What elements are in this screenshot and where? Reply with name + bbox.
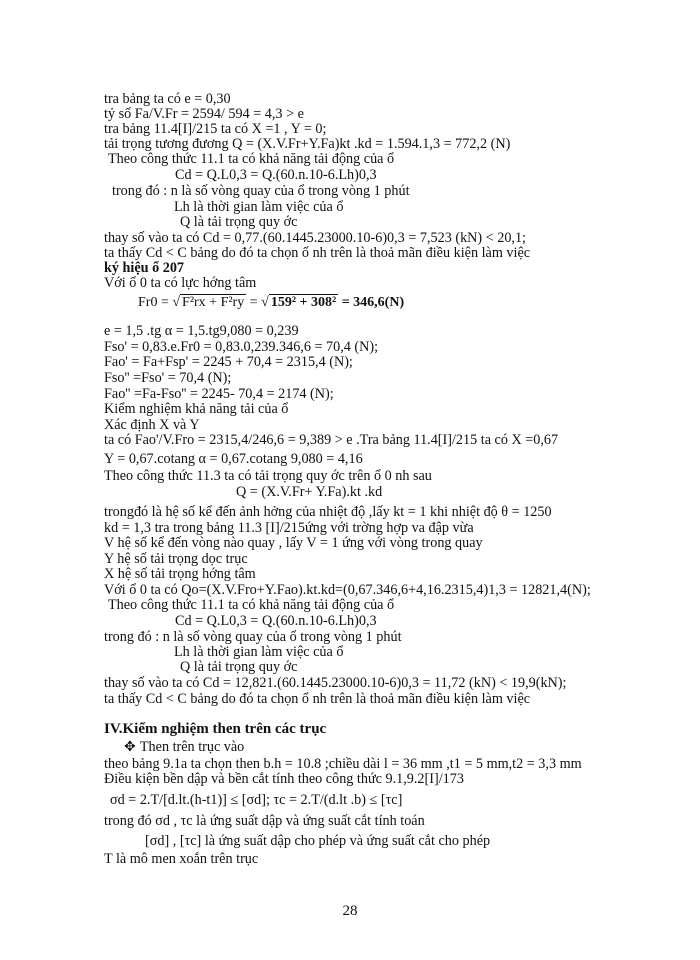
text-line: kd = 1,3 tra trong bảng 11.3 [I]/215ứng với trờng hợp va đập vừa <box>104 520 474 536</box>
text-line: Fao'' =Fa-Fso'' = 2245- 70,4 = 2174 (N); <box>104 386 334 402</box>
text-line: tra bảng ta có e = 0,30 <box>104 91 231 107</box>
text-line: [σd] , [τc] là ứng suất dập cho phép và ứng suất cắt cho phép <box>145 833 491 849</box>
text-line: ta có Fao'/V.Fro = 2315,4/246,6 = 9,389 > e .Tra bảng 11.4[I]/215 ta có X =0,67 <box>104 432 559 448</box>
text-line: Fso' = 0,83.e.Fr0 = 0,83.0,239.346,6 = 70,4 (N); <box>104 339 379 355</box>
text-line: Với ổ 0 ta có lực hớng tâm <box>104 275 257 291</box>
text-line: tỷ số Fa/V.Fr = 2594/ 594 = 4,3 > e <box>104 106 304 122</box>
bullet-icon: ✥ <box>124 739 136 755</box>
formula-result: = 346,6(N) <box>338 295 405 310</box>
formula-radicand-2: 159² + 308² <box>270 295 337 310</box>
page-number: 28 <box>342 903 358 919</box>
text-line: trong đó σd , τc là ứng suất dập và ứng suất cắt tính toán <box>104 813 425 829</box>
bullet-text: Then trên trục vào <box>139 739 245 755</box>
bullet-line <box>124 740 244 755</box>
text-line: Theo công thức 11.1 ta có khả năng tải động của ổ <box>108 597 395 613</box>
text-line: e = 1,5 .tg α = 1,5.tg9,080 = 0,239 <box>104 323 299 339</box>
text-line: Điều kiện bền dập và bền cắt tính theo công thức 9.1,9.2[I]/173 <box>104 771 464 787</box>
text-line: thay số vào ta có Cd = 0,77.(60.1445.23000.10-6)0,3 = 7,523 (kN) < 20,1; <box>104 230 526 246</box>
text-line: Y hệ số tải trọng dọc trục <box>104 551 248 567</box>
section-heading: IV.Kiểm nghiệm then trên các trục <box>104 721 327 737</box>
equation-line: Q = (X.V.Fr+ Y.Fa).kt .kd <box>236 484 383 500</box>
text-line: T là mô men xoắn trên trục <box>104 851 259 867</box>
text-line: Q là tải trọng quy ớc <box>180 659 298 675</box>
text-line: Kiểm nghiệm khả năng tải của ổ <box>104 401 289 417</box>
text-line: X hệ số tải trọng hớng tâm <box>104 566 256 582</box>
text-line: thay số vào ta có Cd = 12,821.(60.1445.23000.10-6)0,3 = 11,72 (kN) < 19,9(kN); <box>104 675 567 691</box>
text-line: Theo công thức 11.3 ta có tải trọng quy ớc trên ổ 0 nh sau <box>104 468 432 484</box>
text-line: Với ổ 0 ta có Qo=(X.V.Fro+Y.Fao).kt.kd=(0,67.346,6+4,16.2315,4)1,3 = 12821,4(N); <box>104 582 591 598</box>
text-line: Fso'' =Fso' = 70,4 (N); <box>104 370 232 386</box>
equation-line: σd = 2.T/[d.lt.(h-t1)] ≤ [σd]; τc = 2.T/(d.lt .b) ≤ [τc] <box>110 792 403 808</box>
formula-equals: = <box>246 295 262 310</box>
text-line: tải trọng tương đương Q = (X.V.Fr+Y.Fa)kt .kd = 1.594.1,3 = 772,2 (N) <box>104 136 511 152</box>
text-line: trong đó : n là số vòng quay của ổ trong vòng 1 phút <box>112 183 410 199</box>
equation-line: Cd = Q.L0,3 = Q.(60.n.10-6.Lh)0,3 <box>175 167 377 183</box>
text-line: Xác định X và Y <box>104 417 200 433</box>
text-line: theo bảng 9.1a ta chọn then b.h = 10.8 ;chiều dài l = 36 mm ,t1 = 5 mm,t2 = 3,3 mm <box>104 756 582 772</box>
text-line: tra bảng 11.4[I]/215 ta có X =1 , Y = 0; <box>104 121 327 137</box>
text-line: ta thấy Cd < C bảng do đó ta chọn ổ nh trên là thoả mãn điều kiện làm việc <box>104 245 531 261</box>
formula-lhs: Fr0 = <box>138 295 169 310</box>
text-line: trong đó : n là số vòng quay của ổ trong vòng 1 phút <box>104 629 402 645</box>
resultant-force-formula: Fr0 = √ F²rx + F²ry = √ 159² + 308² = 346,6(N) <box>138 295 405 310</box>
equation-line: Cd = Q.L0,3 = Q.(60.n.10-6.Lh)0,3 <box>175 613 377 629</box>
formula-radicand-1: F²rx + F²ry <box>182 295 245 310</box>
text-line: V hệ số kể đến vòng nào quay , lấy V = 1 ứng với vòng trong quay <box>104 535 483 551</box>
text-line: Y = 0,67.cotang α = 0,67.cotang 9,080 = 4,16 <box>104 451 363 467</box>
text-line: trongđó là hệ số kể đến ảnh hởng của nhiệt độ ,lấy kt = 1 khi nhiệt độ θ = 1250 <box>104 504 552 520</box>
text-line: Lh là thời gian làm việc của ổ <box>174 199 344 215</box>
text-line: ký hiệu ổ 207 <box>104 260 185 276</box>
text-line: Lh là thời gian làm việc của ổ <box>174 644 344 660</box>
text-line: Theo công thức 11.1 ta có khả năng tải động của ổ <box>108 151 395 167</box>
text-line: ta thấy Cd < C bảng do đó ta chọn ổ nh trên là thoả mãn điều kiện làm việc <box>104 691 531 707</box>
text-line: Q là tải trọng quy ớc <box>180 214 298 230</box>
text-line: Fao' = Fa+Fsp' = 2245 + 70,4 = 2315,4 (N); <box>104 354 353 370</box>
